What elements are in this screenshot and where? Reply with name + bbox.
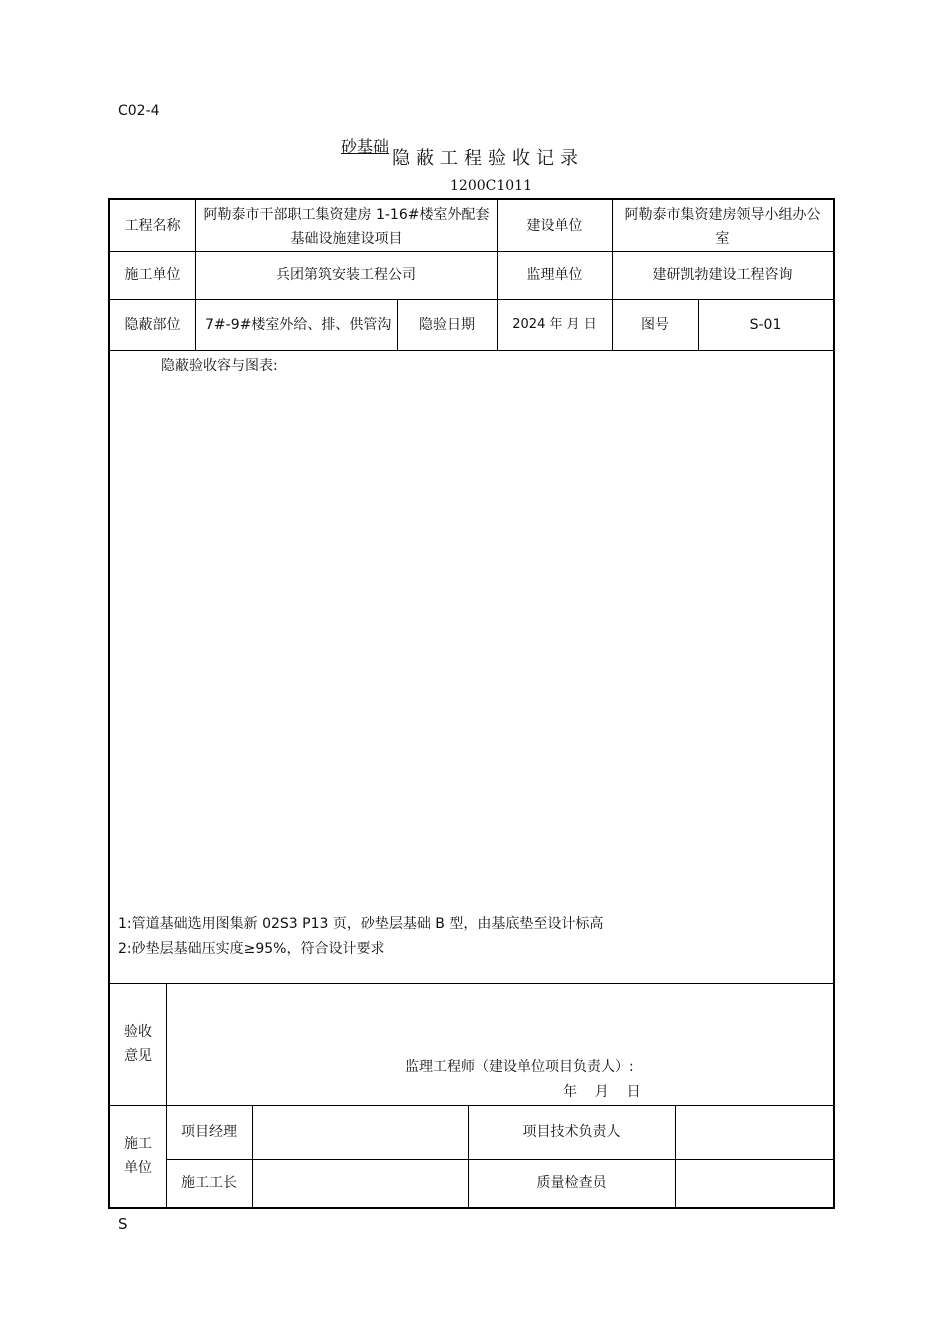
project-name-label: 工程名称 [124, 217, 181, 234]
hidden-part-value: 7#-9#楼室外给、排、供管沟 [205, 316, 392, 333]
construction-label-line2: 单位 [124, 1160, 152, 1176]
construction-label-line1: 施工 [124, 1136, 152, 1152]
quality-inspector-value [675, 1159, 833, 1207]
note-line-1: 1:管道基础选用图集新 02S3 P13 页，砂垫层基础 B 型，由基底垫至设计标高 [118, 916, 604, 932]
drawing-number-value: S-01 [749, 316, 782, 333]
contractor-label: 施工单位 [124, 267, 181, 283]
hidden-part-label: 隐蔽部位 [124, 316, 181, 333]
acceptance-date: 年 月 日 [563, 1084, 641, 1100]
acceptance-label-line2: 意见 [124, 1048, 152, 1064]
tech-lead-value [675, 1105, 833, 1159]
project-manager-value [252, 1105, 468, 1159]
owner-label: 建设单位 [526, 217, 583, 234]
title-prefix: 砂基础 [341, 137, 390, 156]
acceptance-label [110, 983, 166, 1105]
foreman-label: 施工工长 [181, 1175, 237, 1191]
footer-mark: S [118, 1215, 128, 1233]
contractor-value: 兵团第筑安装工程公司 [276, 267, 416, 283]
inspection-date-label: 隐验日期 [419, 316, 475, 333]
construction-unit-label [110, 1105, 166, 1207]
drawing-number-label: 图号 [641, 316, 669, 333]
project-name-value: 阿勒泰市干部职工集资建房 1-16#楼室外配套基础设施建设项目 [203, 206, 490, 247]
record-table [108, 198, 835, 1209]
form-code: C02-4 [118, 103, 160, 119]
supervisor-label: 监理单位 [526, 267, 583, 283]
tech-lead-label: 项目技术负责人 [522, 1124, 621, 1140]
quality-inspector-label: 质量检查员 [536, 1175, 607, 1191]
acceptance-label-line1: 验收 [124, 1024, 152, 1040]
content-heading: 隐蔽验收容与图表: [161, 358, 278, 374]
serial-number: 1200C1011 [450, 178, 532, 194]
owner-value: 阿勒泰市集资建房领导小组办公室 [624, 206, 821, 247]
inspection-date-value: 2024 年 月 日 [512, 316, 597, 332]
note-line-2: 2:砂垫层基础压实度≥95%，符合设计要求 [118, 941, 385, 957]
supervisor-signature: 监理工程师（建设单位项目负责人）: [405, 1059, 634, 1075]
supervisor-value: 建研凯勃建设工程咨询 [652, 267, 793, 283]
project-manager-label: 项目经理 [181, 1124, 237, 1140]
page-title: 隐蔽工程验收记录 [392, 148, 584, 169]
foreman-value [252, 1159, 468, 1207]
